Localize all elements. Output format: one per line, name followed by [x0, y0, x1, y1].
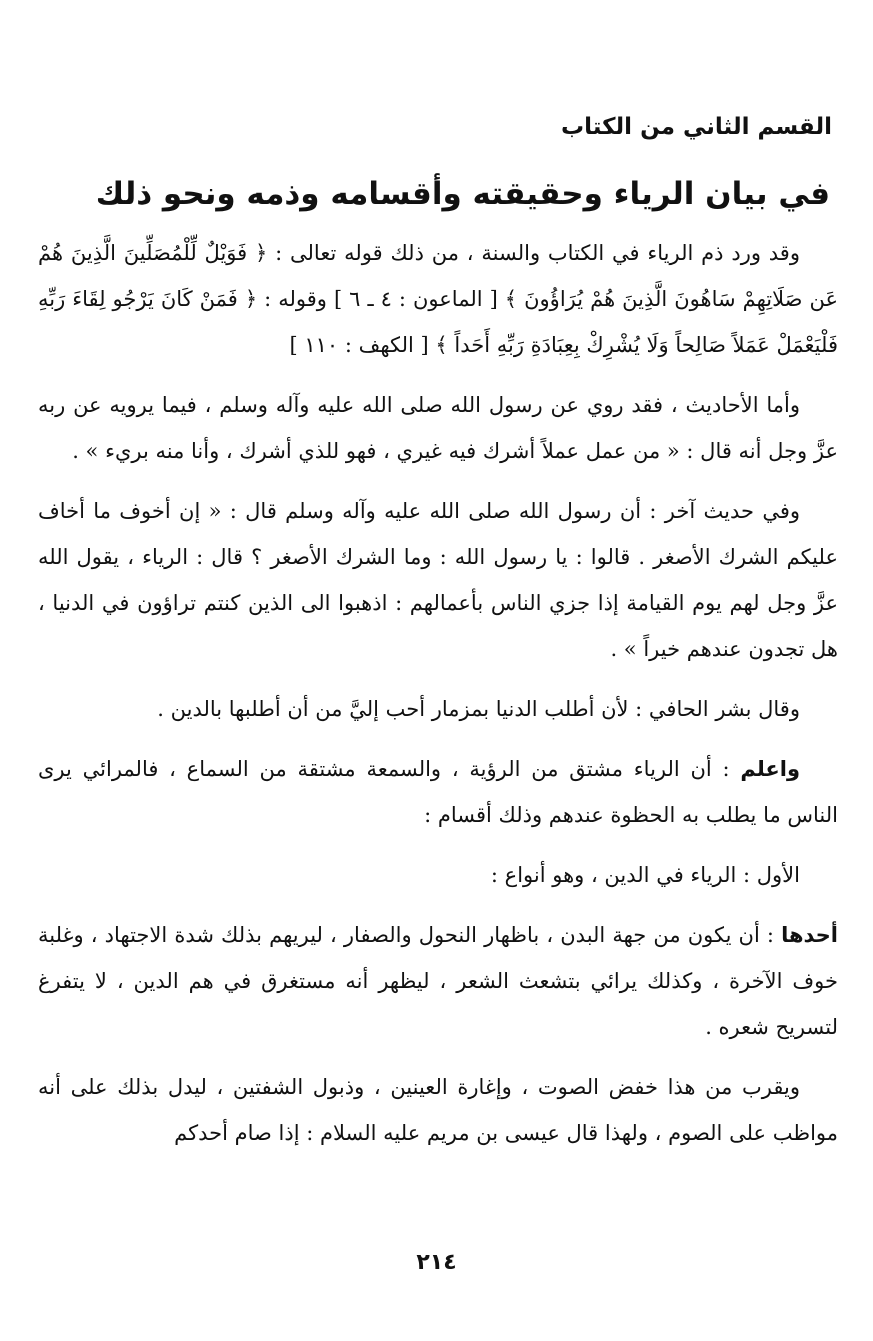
page-number: ٢١٤ — [416, 1250, 457, 1275]
page-body — [38, 100, 838, 1170]
paragraph-text: : أن الرياء مشتق من الرؤية ، والسمعة مشتقة من السماع ، فالمرائي يرى الناس ما يطلب به الحظوة عندهم وذلك أقسام : — [38, 757, 838, 827]
paragraph-riya-definition — [38, 746, 838, 838]
paragraph-text: ويقرب من هذا خفض الصوت ، وإغارة العينين ، وذبول الشفتين ، ليدل بذلك على أنه مواظب على الصوم ، ولهذا قال عيسى بن مريم عليه السلام : إذا صام أحدكم — [38, 1075, 838, 1145]
paragraph-first-type — [38, 852, 838, 898]
paragraph-text: وفي حديث آخر : أن رسول الله صلى الله عليه وآله وسلم قال : « إن أخوف ما أخاف عليكم الشرك الأصغر . قالوا : يا رسول الله : وما الشرك الأصغر ؟ قال : الرياء ، يقول الله عزَّ وجل لهم يوم القيامة إذا جزي الناس بأعمالهم : اذهبوا الى الذين كنتم تراؤون في الدنيا ، هل تجدون عندهم خيراً » . — [38, 499, 838, 661]
paragraph-text: : أن يكون من جهة البدن ، باظهار النحول والصفار ، ليريهم بذلك شدة الاجتهاد ، وغلبة خوف الآخرة ، وكذلك يرائي بتشعث الشعر ، ليظهر أنه مستغرق في هم الدين ، لا يتفرغ لتسريح شعره . — [38, 923, 838, 1039]
paragraph-bishr-quote — [38, 686, 838, 732]
paragraph-hadith-1 — [38, 382, 838, 474]
paragraph-hadith-2 — [38, 488, 838, 672]
paragraph-text: الأول : الرياء في الدين ، وهو أنواع : — [490, 863, 800, 887]
chapter-title: في بيان الرياء وحقيقته وأقسامه وذمه ونحو ذلك — [95, 176, 830, 212]
section-label: القسم الثاني من الكتاب — [561, 114, 832, 140]
paragraph-text: وأما الأحاديث ، فقد روي عن رسول الله صلى الله عليه وآله وسلم ، فيما يرويه عن ربه عزَّ وجل أنه قال : « من عمل عملاً أشرك فيه غيري ، فهو للذي أشرك ، وأنا منه بريء » . — [38, 393, 838, 463]
paragraph-voice-riya — [38, 1064, 838, 1156]
paragraph-lead: واعلم — [740, 757, 800, 781]
paragraph-body-riya — [38, 912, 838, 1050]
paragraph-text: وقد ورد ذم الرياء في الكتاب والسنة ، من ذلك قوله تعالى : ﴿ فَوَيْلٌ لِّلْمُصَلِّينَ الَّذِينَ هُمْ عَن صَلَاتِهِمْ سَاهُونَ الَّذِينَ هُمْ يُرَاؤُونَ ﴾ [ الماعون : ٤ ـ ٦ ] وقوله : ﴿ فَمَنْ كَانَ يَرْجُو لِقَاءَ رَبِّهِ فَلْيَعْمَلْ عَمَلاً صَالِحاً وَلَا يُشْرِكْ بِعِبَادَةِ رَبِّهِ أَحَداً ﴾ [ الكهف : ١١٠ ] — [38, 241, 838, 357]
paragraph-text: وقال بشر الحافي : لأن أطلب الدنيا بمزمار أحب إليَّ من أن أطلبها بالدين . — [157, 697, 800, 721]
paragraph-quran-verses — [38, 230, 838, 368]
paragraph-lead: أحدها — [781, 923, 838, 947]
